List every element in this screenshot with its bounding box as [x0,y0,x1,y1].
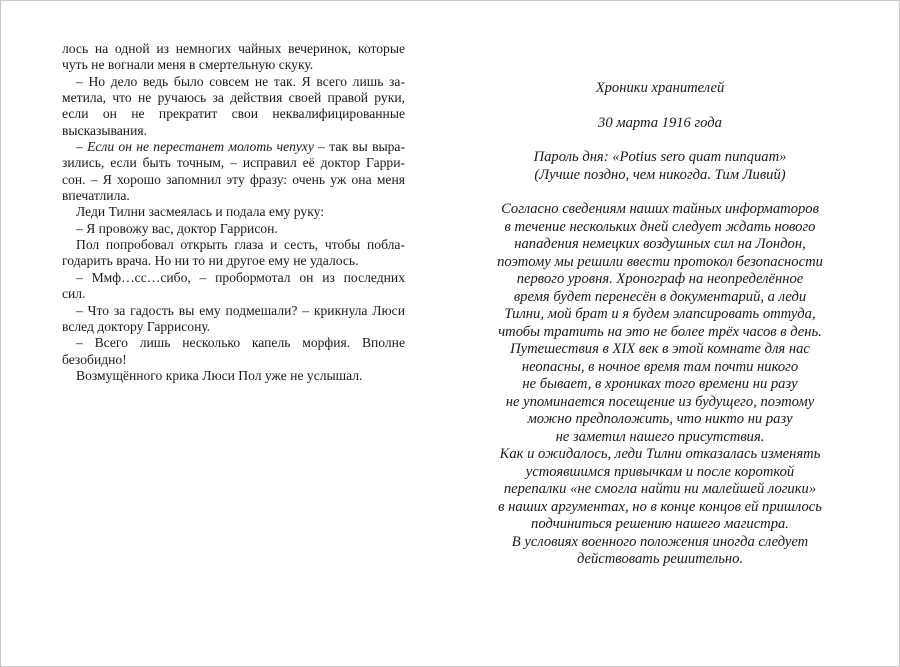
line-text: – Но дело ведь было совсем не так. Я всего лишь за- [76,73,405,89]
line-text: сил. [62,286,86,302]
chronicle-line: действовать решительно. [576,551,744,567]
spacer [470,184,850,201]
text-line [62,90,405,106]
text-line [62,172,405,188]
text-line [62,41,405,57]
chronicle-line: перепалки «не смогла найти ни малейшей логики» [503,481,817,497]
chronicle-body [470,201,850,569]
text-line [62,368,405,384]
line-text: высказывания. [62,122,147,138]
line-text: впечатлила. [62,188,130,204]
text-line [62,57,405,73]
italic-quote: – Если он не перестанет молоть чепуху [76,139,314,155]
text-line [62,335,405,351]
chronicle-line: Путешествия в XIX век в этой комнате для нас [510,341,810,357]
chronicle-line: можно предположить, что никто ни разу [527,411,793,427]
chronicle-line: не бывает, в хрониках того времени ни разу [522,376,798,392]
text-line [62,253,405,269]
text-line [62,319,405,335]
chronicle-line: неопасны, в ночное время там почти никого [521,358,799,375]
line-text: сон. – Я хорошо запомнил эту фразу: очень уж она меня [62,171,405,187]
chronicle-line: нападения немецких воздушных сил на Лондон, [514,236,806,252]
line-text: – Ммф…сс…сибо, – пробормотал он из последних [76,269,405,285]
left-page-text [62,41,405,384]
text-line [62,270,405,286]
line-text: Пол попробовал открыть глаза и сесть, чтобы побла- [76,237,405,253]
line-text: безобидно! [62,351,127,367]
line-text: зились, если быть точным, – исправил её доктор Гарри- [62,155,405,171]
text-line [62,74,405,90]
chronicle-line: в течение нескольких дней следует ждать нового [504,218,816,235]
text-line [62,155,405,171]
spacer [470,132,850,149]
chronicle-line: Как и ожидалось, леди Тилни отказалась изменять [499,446,821,462]
line-text: Возмущённого крика Люси Пол уже не услышал. [76,367,363,383]
chronicle-line: первого уровня. Хронограф на неопределённое [516,271,804,287]
text-line [62,352,405,368]
chronicle-line: В условиях военного положения иногда следует [511,533,809,550]
line-text: Леди Тилни засмеялась и подала ему руку: [76,204,325,220]
chronicle-entry [470,80,850,569]
chronicle-line: Согласно сведениям наших тайных информаторов [501,201,819,217]
text-line [62,237,405,253]
line-text: – Что за гадость вы ему подмешали? – крикнула Люси [76,302,405,318]
line-text: годарить врача. Но ни то ни другое ему не удалось. [62,253,359,269]
chronicle-line: устоявшимся привычкам и после короткой [525,463,795,480]
text-line [62,204,405,220]
text-line [62,139,405,155]
chronicle-line: подчиниться решению нашего магистра. [531,516,789,532]
chronicle-line: Тилни, мой брат и я будем элапсировать оттуда, [504,306,816,322]
line-text: чуть не вогнали меня в смертельную скуку. [62,57,314,73]
spacer [470,98,850,115]
chronicle-line: в наших аргументах, но в конце концов ей пришлось [498,498,822,515]
line-text: – Всего лишь несколько капель морфия. Вполне [76,335,405,351]
password-translation: (Лучше поздно, чем никогда. Тим Ливий) [534,166,786,183]
chronicle-line: не упоминается посещение из будущего, поэтому [505,393,815,410]
line-text: вслед доктору Гаррисону. [62,318,211,334]
line-text: если он не прекратит свои неквалифицированные [62,106,405,122]
text-line [62,221,405,237]
password-line: Пароль дня: «Potius sero quam nunquam» [533,149,787,165]
line-text: – так вы выра- [313,139,405,155]
line-text: лось на одной из немногих чайных вечеринок, которые [62,41,405,56]
text-line [62,286,405,302]
text-line [62,303,405,319]
text-line [62,123,405,139]
chronicle-line: не заметил нашего присутствия. [555,428,765,445]
chronicle-date: 30 марта 1916 года [598,114,722,131]
text-line [62,188,405,204]
line-text: – Я провожу вас, доктор Гаррисон. [76,220,278,236]
chronicle-line: поэтому мы решили ввести протокол безопасности [497,253,823,270]
chronicle-line: чтобы тратить на это не более трёх часов в день. [498,323,822,340]
chronicle-line: время будет перенесён в документарий, а леди [513,288,807,305]
chronicle-title: Хроники хранителей [595,80,725,96]
line-text: метила, что не ручаюсь за действия своей правой руки, [62,90,405,106]
text-line [62,106,405,122]
